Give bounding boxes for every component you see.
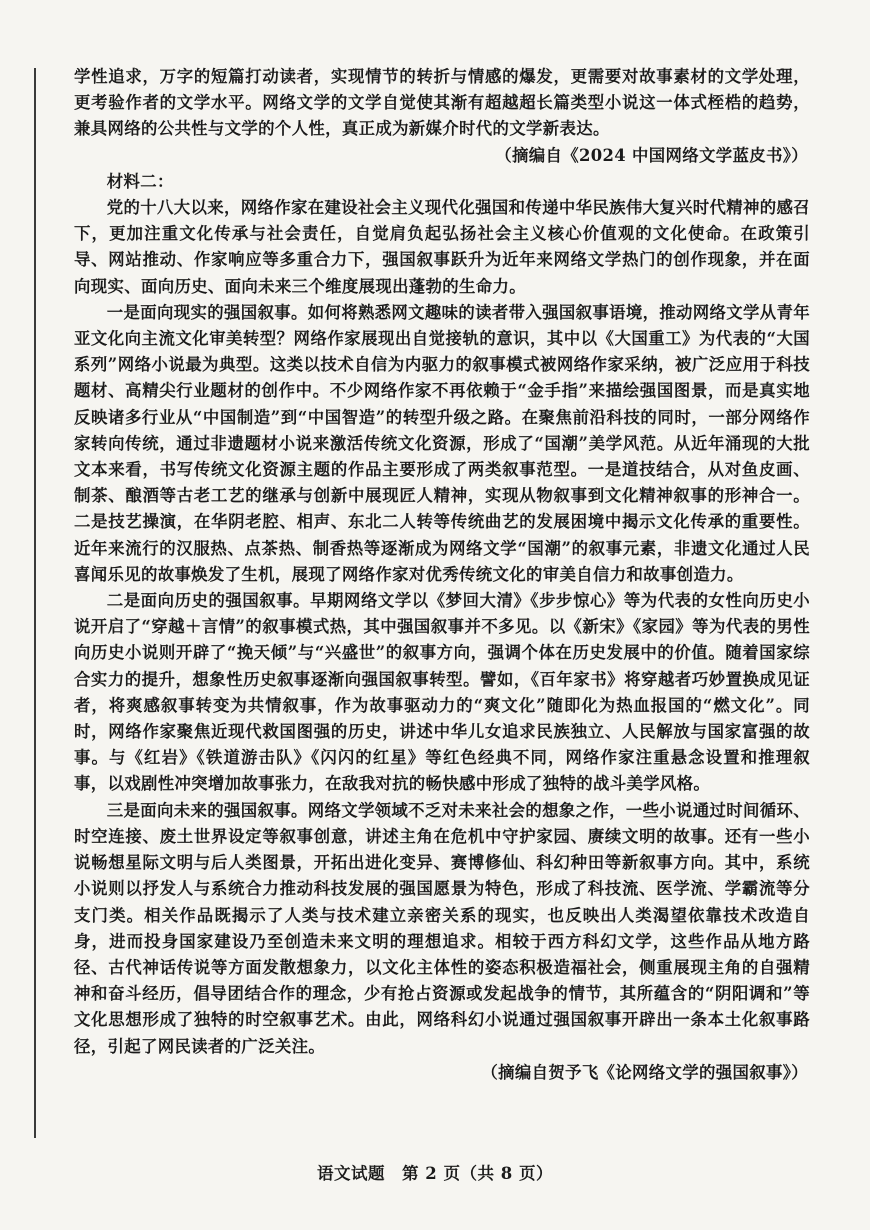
source-citation-2: （摘编自贺予飞《论网络文学的强国叙事》） (481, 1062, 808, 1082)
binding-margin-line (34, 68, 36, 1138)
paragraph-history: 二是面向历史的强国叙事。早期网络文学以《梦回大清》《步步惊心》等为代表的女性向历史小说开启了“穿越＋言情”的叙事模式热，其中强国叙事并不多见。以《新宋》《家园》等为代表的男性向历史小说则开辟了“挽天倾”与“兴盛世”的叙事方向，强调个体在历史发展中的价值。随着国家综合实力的提升，想象性历史叙事逐渐向强国叙事转型。譬如，《百年家书》将穿越者巧妙置换成见证者，将爽感叙事转变为共情叙事，作为故事驱动力的“爽文化”随即化为热血报国的“燃文化”。同时，网络作家聚焦近现代救国图强的历史，讲述中华儿女追求民族独立、人民解放与国家富强的故事。与《红岩》《铁道游击队》《闪闪的红星》等红色经典不同，网络作家注重悬念设置和推理叙事，以戏剧性冲突增加故事张力，在敌我对抗的畅快感中形成了独特的战斗美学风格。 (74, 591, 810, 794)
paragraph-overview: 党的十八大以来，网络作家在建设社会主义现代化强国和传递中华民族伟大复兴时代精神的感召下，更加注重文化传承与社会责任，自觉肩负起弘扬社会主义核心价值观的文化使命。在政策引导、网站推动、作家响应等多重合力下，强国叙事跃升为近年来网络文学热门的创作现象，并在面向现实、面向历史、面向未来三个维度展现出蓬勃的生命力。 (74, 198, 810, 296)
paragraph-reality: 一是面向现实的强国叙事。如何将熟悉网文趣味的读者带入强国叙事语境，推动网络文学从青年亚文化向主流文化审美转型？网络作家展现出自觉接轨的意识，其中以《大国重工》为代表的“大国系列”网络小说最为典型。这类以技术自信为内驱力的叙事模式被网络作家采纳，被广泛应用于科技题材、高精尖行业题材的创作中。不少网络作家不再依赖于“金手指”来描绘强国图景，而是真实地反映诸多行业从“中国制造”到“中国智造”的转型升级之路。在聚焦前沿科技的同时，一部分网络作家转向传统，通过非遗题材小说来激活传统文化资源，形成了“国潮”美学风范。从近年涌现的大批文本来看，书写传统文化资源主题的作品主要形成了两类叙事范型。一是道技结合，从对鱼皮画、制茶、酿酒等古老工艺的继承与创新中展现匠人精神，实现从物叙事到文化精神叙事的形神合一。二是技艺操演，在华阴老腔、相声、东北二人转等传统曲艺的发展困境中揭示文化传承的重要性。近年来流行的汉服热、点茶热、制香热等逐渐成为网络文学“国潮”的叙事元素，非遗文化通过人民喜闻乐见的故事焕发了生机，展现了网络作家对优秀传统文化的审美自信力和故事创造力。 (74, 302, 810, 584)
paragraph-future: 三是面向未来的强国叙事。网络文学领域不乏对未来社会的想象之作，一些小说通过时间循环、时空连接、废土世界设定等叙事创意，讲述主角在危机中守护家园、赓续文明的故事。还有一些小说畅想星际文明与后人类图景，开拓出进化变异、赛博修仙、科幻种田等新叙事方向。其中，系统小说则以抒发人与系统合力推动科技发展的强国愿景为特色，形成了科技流、医学流、学霸流等分支门类。相关作品既揭示了人类与技术建立亲密关系的现实，也反映出人类渴望依靠技术改造自身，进而投身国家建设乃至创造未来文明的理想追求。相较于西方科幻文学，这些作品从地方路径、古代神话传说等方面发散想象力，以文化主体性的姿态积极造福社会，侧重展现主角的自强精神和奋斗经历，倡导团结合作的理念，少有抢占资源或发起战争的情节，其所蕴含的“阴阳调和”等文化思想形成了独特的时空叙事艺术。由此，网络科幻小说通过强国叙事开辟出一条本土化叙事路径，引起了网民读者的广泛关注。 (74, 800, 810, 1056)
intro-paragraph: 学性追求，万字的短篇打动读者，实现情节的转折与情感的爆发，更需要对故事素材的文学处理，更考验作者的文学水平。网络文学的文学自觉使其渐有超越超长篇类型小说这一体式桎梏的趋势，兼具网络的公共性与文学的个人性，真正成为新媒介时代的文学新表达。 (74, 67, 810, 139)
source-citation-1: （摘编自《2024 中国网络文学蓝皮书》） (495, 145, 808, 165)
article-content (74, 64, 810, 1086)
page-footer: 语文试题 第 2 页（共 8 页） (317, 1164, 553, 1183)
material-two-heading: 材料二： (106, 171, 174, 191)
